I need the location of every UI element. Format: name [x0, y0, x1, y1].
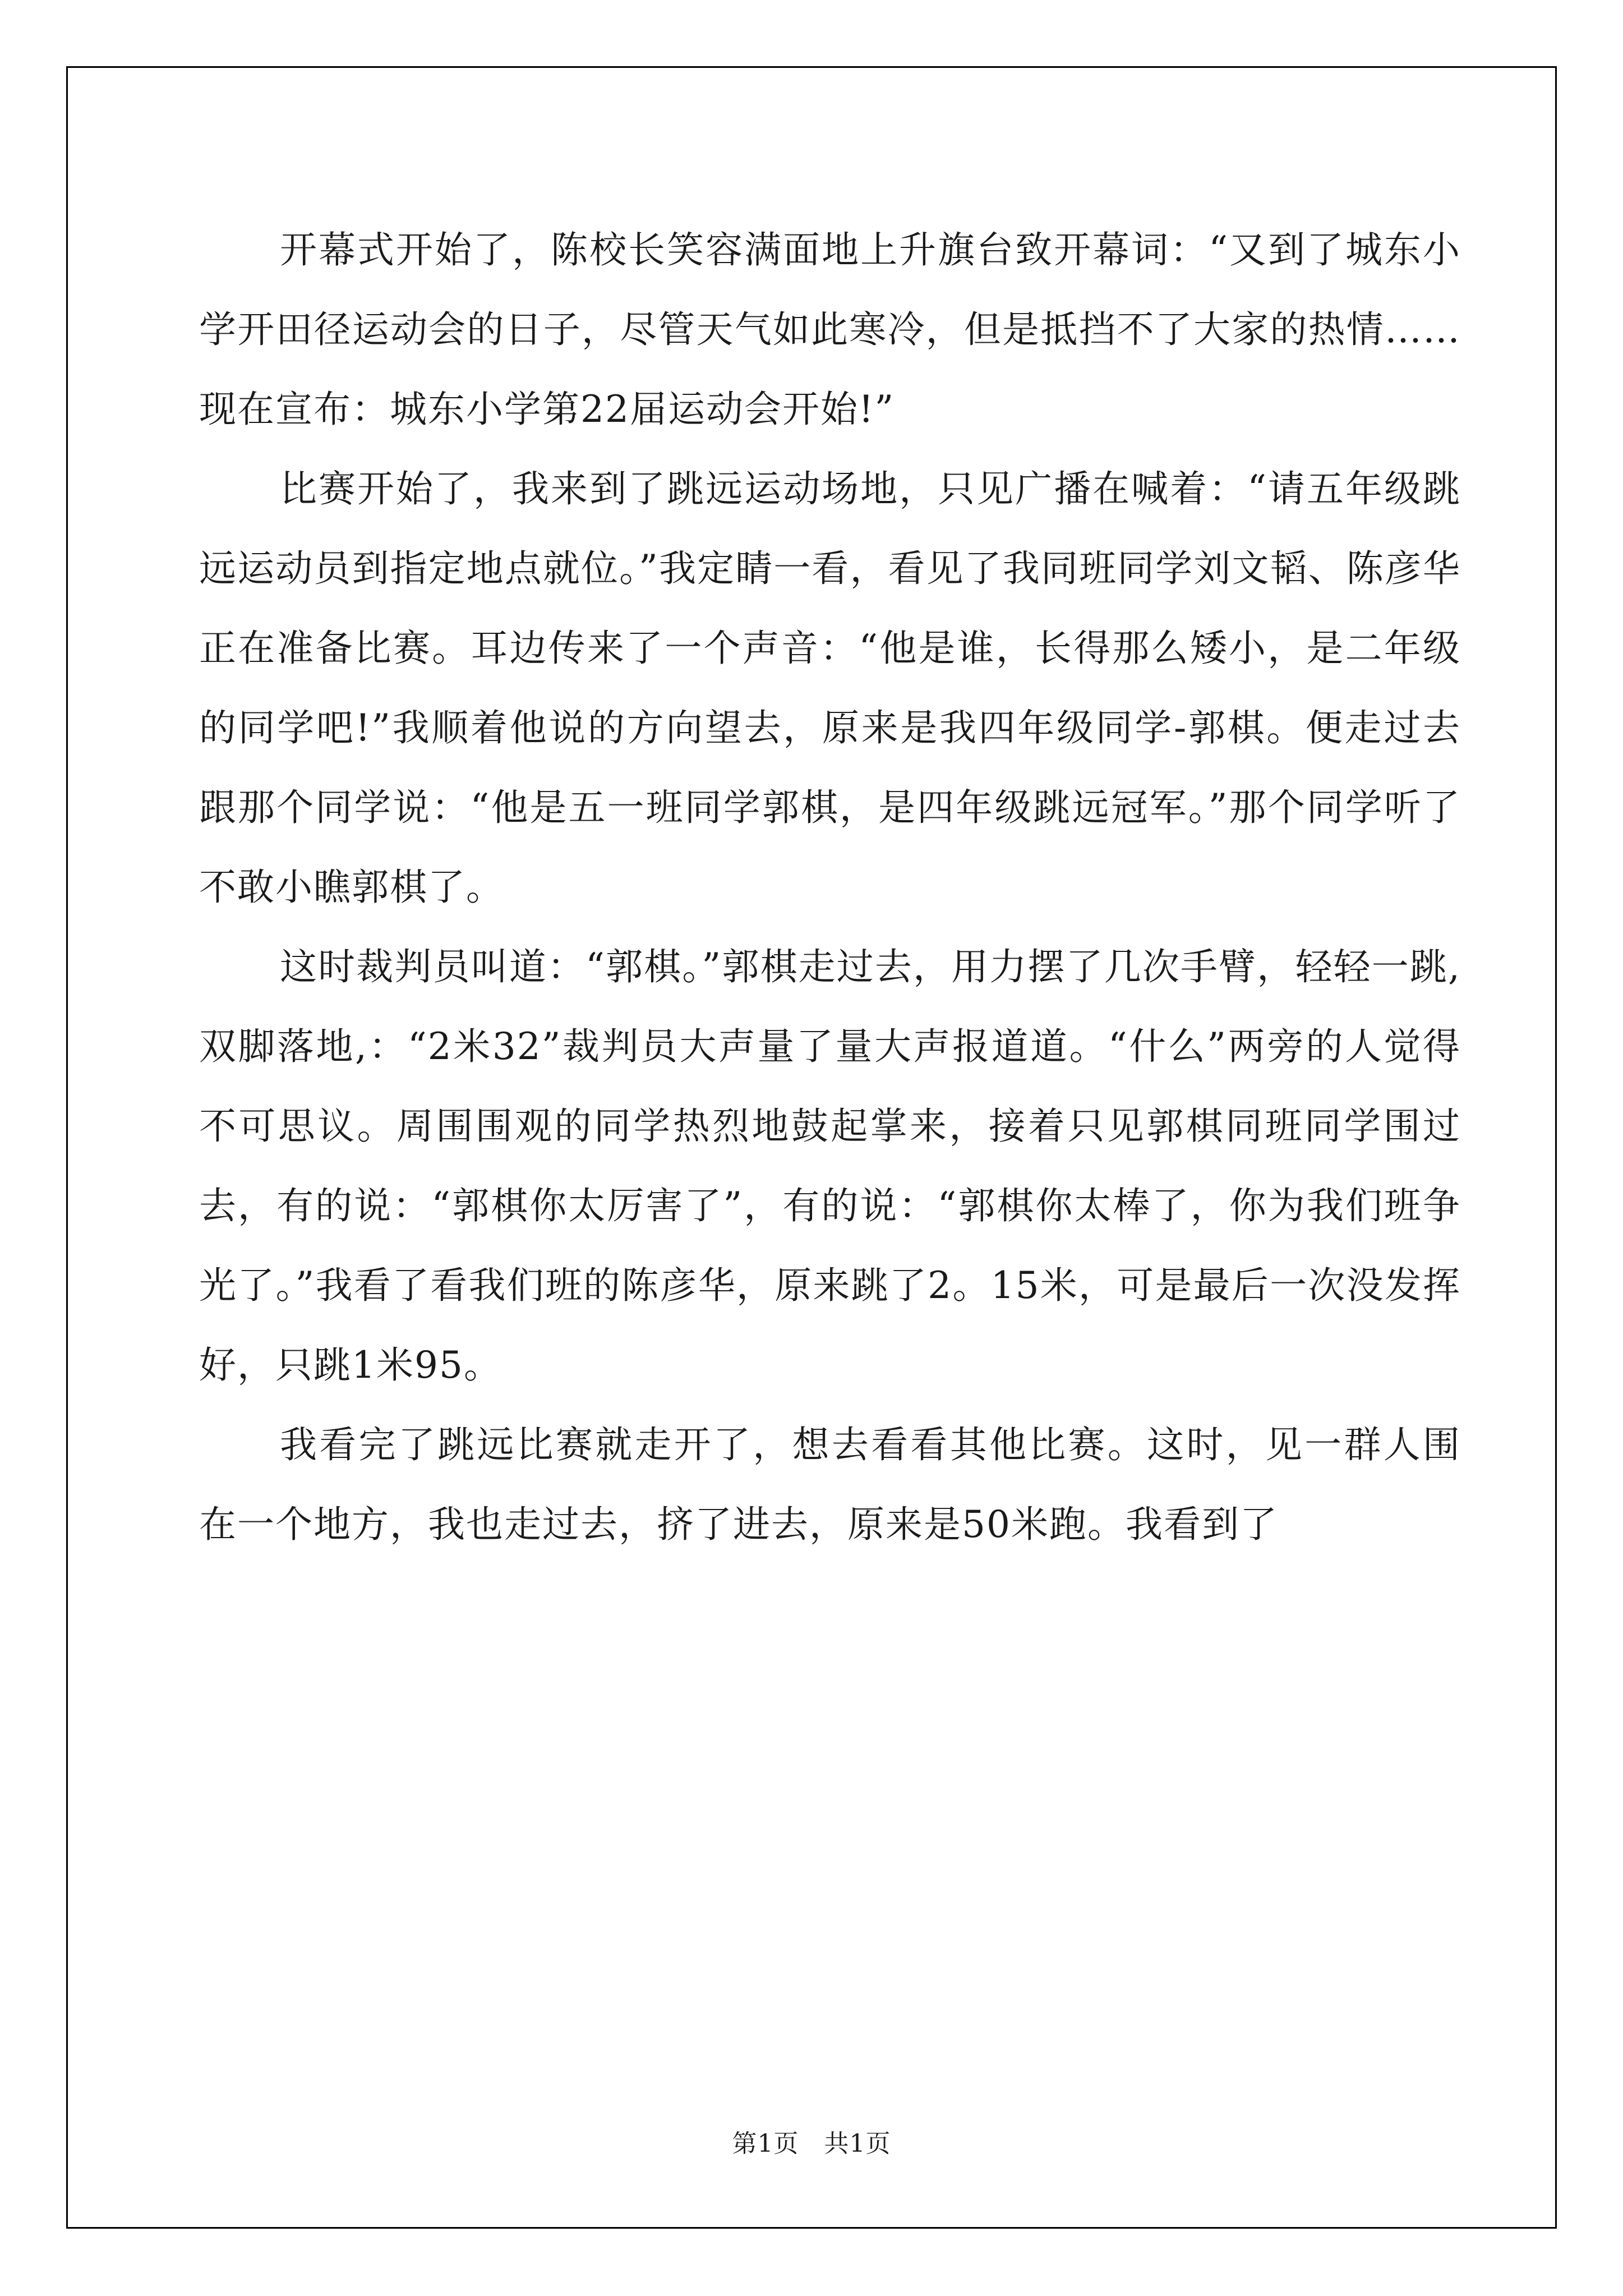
- paragraph-1: 开幕式开始了，陈校长笑容满面地上升旗台致开幕词：“又到了城东小学开田径运动会的日子，尽管天气如此寒冷，但是抵挡不了大家的热情……现在宣布：城东小学第22届运动会开始!”: [199, 228, 1461, 431]
- document-body: [199, 210, 1461, 1565]
- paragraph-2: 比赛开始了，我来到了跳远运动场地，只见广播在喊着：“请五年级跳远运动员到指定地点就位。”我定睛一看，看见了我同班同学刘文韬、陈彦华正在准备比赛。耳边传来了一个声音：“他是谁，长得那么矮小，是二年级的同学吧!”我顺着他说的方向望去，原来是我四年级同学-郭棋。便走过去跟那个同学说：“他是五一班同学郭棋，是四年级跳远冠军。”那个同学听了不敢小瞧郭棋了。: [199, 467, 1461, 909]
- page-number-footer: 第1页 共1页: [732, 2129, 891, 2158]
- paragraph-4: 我看完了跳远比赛就走开了，想去看看其他比赛。这时，见一群人围在一个地方，我也走过去，挤了进去，原来是50米跑。我看到了: [199, 1423, 1461, 1546]
- paragraph-3: 这时裁判员叫道：“郭棋。”郭棋走过去，用力摆了几次手臂，轻轻一跳,双脚落地,：“2米32”裁判员大声量了量大声报道道。“什么”两旁的人觉得不可思议。周围围观的同学热烈地鼓起掌来，接着只见郭棋同班同学围过去，有的说：“郭棋你太厉害了”，有的说：“郭棋你太棒了，你为我们班争光了。”我看了看我们班的陈彦华，原来跳了2。15米，可是最后一次没发挥好，只跳1米95。: [199, 945, 1461, 1387]
